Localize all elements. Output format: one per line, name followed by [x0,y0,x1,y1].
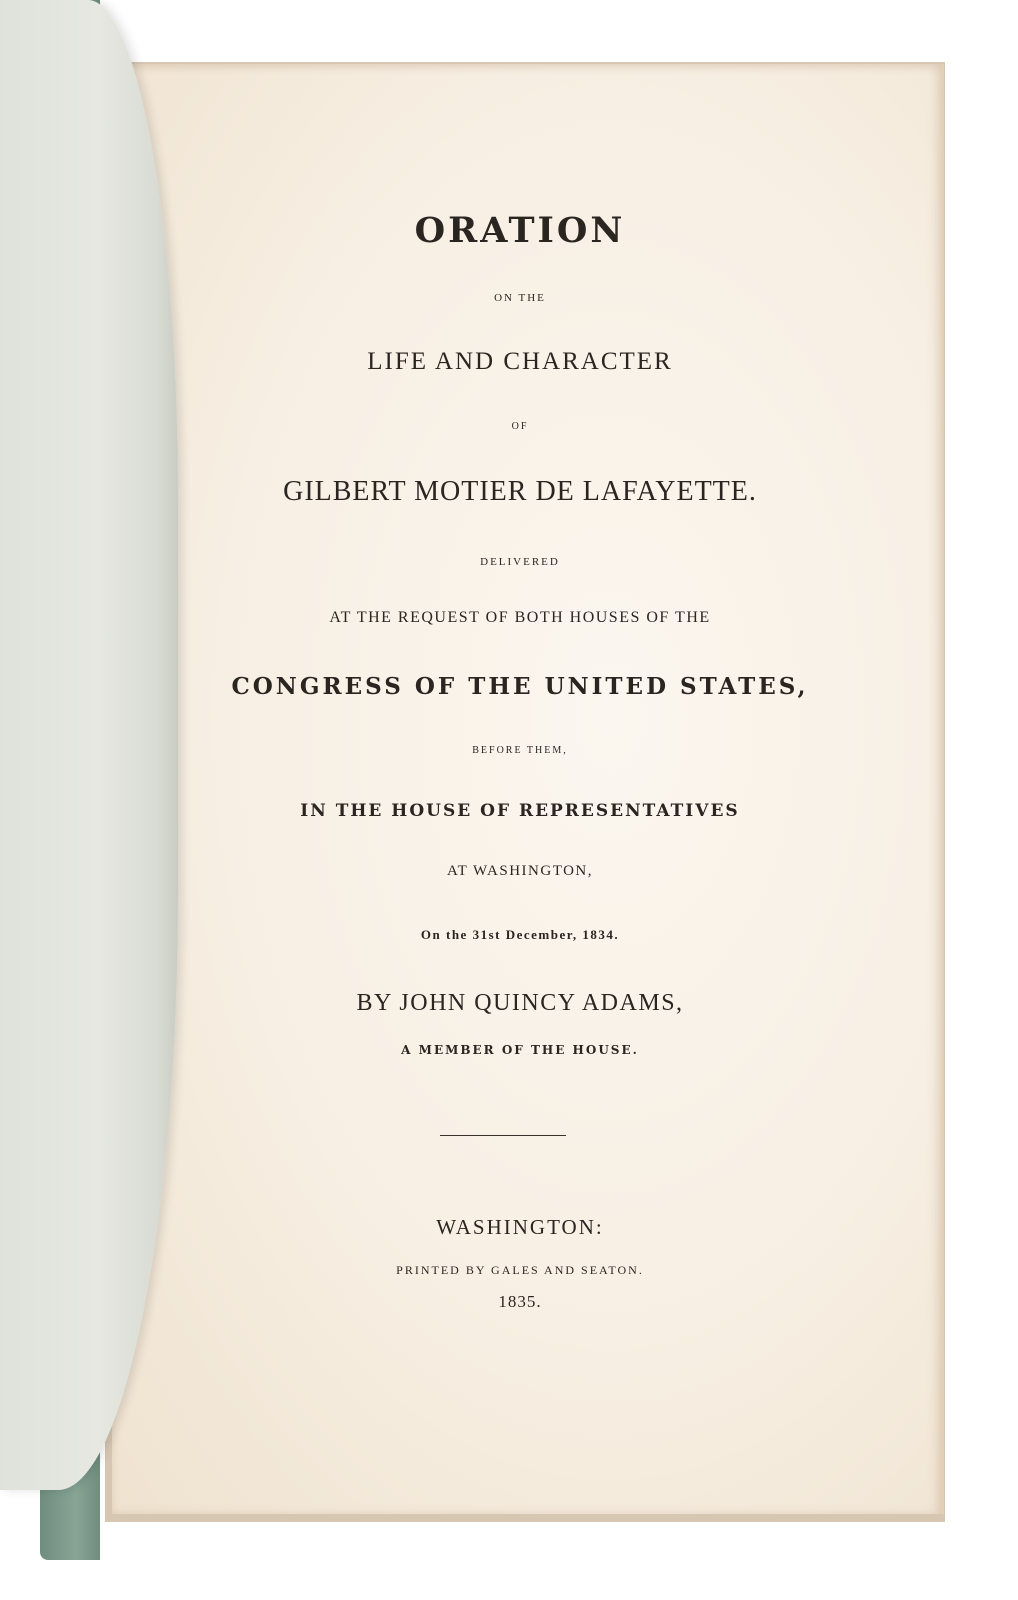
connector-on-the: ON THE [494,292,546,304]
house-line: IN THE HOUSE OF REPRESENTATIVES [300,801,740,821]
subject-name: GILBERT MOTIER DE LAFAYETTE. [283,476,757,507]
imprint-year: 1835. [498,1292,542,1311]
author-line: BY JOHN QUINCY ADAMS, [356,990,684,1016]
subject-line: LIFE AND CHARACTER [367,348,673,375]
request-line: AT THE REQUEST OF BOTH HOUSES OF THE [329,609,711,626]
title-oration: ORATION [414,210,626,251]
location-line: AT WASHINGTON, [446,863,593,879]
flyleaf-page [0,0,178,1490]
imprint-place: WASHINGTON: [436,1215,604,1239]
connector-of: OF [511,421,529,432]
date-line: On the 31st December, 1834. [420,927,620,942]
before-them-line: BEFORE THEM, [472,745,568,756]
author-role-line: A MEMBER OF THE HOUSE. [401,1043,639,1057]
divider-rule [440,1135,566,1136]
congress-line: CONGRESS OF THE UNITED STATES, [231,673,809,700]
imprint-printer: PRINTED BY GALES AND SEATON. [396,1263,644,1277]
delivered-line: DELIVERED [480,556,560,568]
